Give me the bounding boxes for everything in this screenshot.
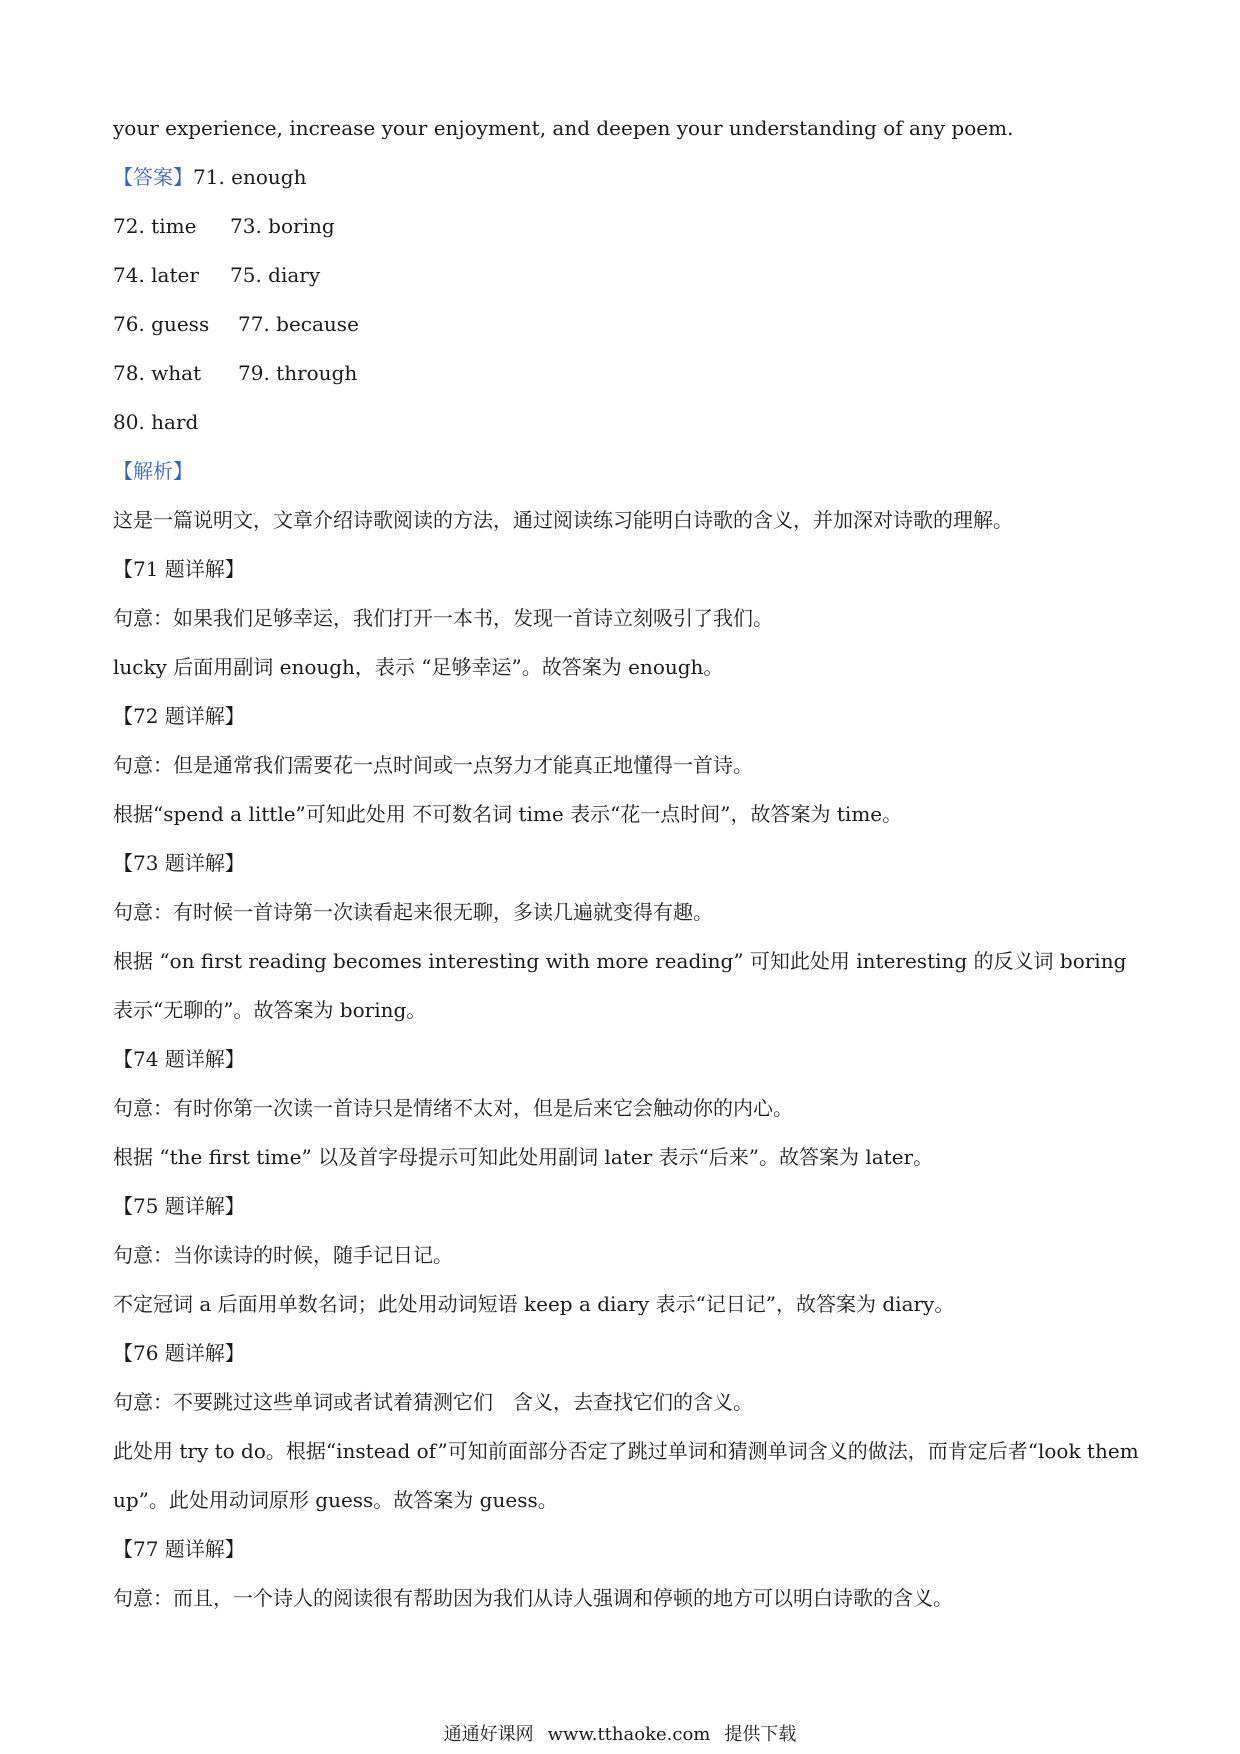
item-meaning-74: 句意：有时你第一次读一首诗只是情绪不太对，但是后来它会触动你的内心。 xyxy=(113,1096,793,1120)
item-meaning-71: 句意：如果我们足够幸运，我们打开一本书，发现一首诗立刻吸引了我们。 xyxy=(113,606,773,630)
document-content xyxy=(113,104,1143,1623)
item-heading-73: 【73 题详解】 xyxy=(113,851,245,875)
item-explain-73: 根据 “on first reading becomes interesting with more reading” 可知此处用 interesting 的反义词 boring 表示“无聊的”。故答案为 boring。 xyxy=(113,949,1127,1022)
item-explain-75: 不定冠词 a 后面用单数名词；此处用动词短语 keep a diary 表示“记日记”，故答案为 diary。 xyxy=(113,1292,955,1316)
item-meaning-73: 句意：有时候一首诗第一次读看起来很无聊，多读几遍就变得有趣。 xyxy=(113,900,713,924)
item-heading-76: 【76 题详解】 xyxy=(113,1341,245,1365)
intro-line: your experience, increase your enjoyment, and deepen your understanding of any poem. xyxy=(113,116,1014,140)
item-heading-71: 【71 题详解】 xyxy=(113,557,245,581)
item-meaning-76: 句意：不要跳过这些单词或者试着猜测它们 含义，去查找它们的含义。 xyxy=(113,1390,753,1414)
item-meaning-72: 句意：但是通常我们需要花一点时间或一点努力才能真正地懂得一首诗。 xyxy=(113,753,753,777)
answer-row-3 xyxy=(113,251,1143,300)
item-meaning-75: 句意：当你读诗的时候，随手记日记。 xyxy=(113,1243,453,1267)
page-footer xyxy=(0,1723,1240,1747)
item-explain-71: lucky 后面用副词 enough，表示 “足够幸运”。故答案为 enough。 xyxy=(113,655,724,679)
answer-73: 73. boring xyxy=(230,214,335,238)
answer-72: 72. time xyxy=(113,214,197,238)
summary-text: 这是一篇说明文，文章介绍诗歌阅读的方法，通过阅读练习能明白诗歌的含义，并加深对诗歌的理解。 xyxy=(113,508,1013,532)
answer-row-4 xyxy=(113,300,1143,349)
item-meaning-77: 句意：而且，一个诗人的阅读很有帮助因为我们从诗人强调和停顿的地方可以明白诗歌的含义。 xyxy=(113,1586,953,1610)
answer-78: 78. what xyxy=(113,361,202,385)
item-explain-74: 根据 “the first time” 以及首字母提示可知此处用副词 later 表示“后来”。故答案为 later。 xyxy=(113,1145,934,1169)
item-explain-76: 此处用 try to do。根据“instead of”可知前面部分否定了跳过单词和猜测单词含义的做法，而肯定后者“look them up”。此处用动词原形 guess。故答案为 guess。 xyxy=(113,1439,1139,1512)
item-explain-72: 根据“spend a little”可知此处用 不可数名词 time 表示“花一点时间”，故答案为 time。 xyxy=(113,802,903,826)
footer-site-name: 通通好课网 xyxy=(443,1724,534,1745)
answer-75: 75. diary xyxy=(230,263,321,287)
answer-76: 76. guess xyxy=(113,312,210,336)
item-heading-77: 【77 题详解】 xyxy=(113,1537,245,1561)
answer-row-2 xyxy=(113,202,1143,251)
item-heading-72: 【72 题详解】 xyxy=(113,704,245,728)
answer-row-5 xyxy=(113,349,1143,398)
answer-row-1 xyxy=(113,153,1143,202)
answer-row-6 xyxy=(113,398,1143,447)
item-heading-75: 【75 题详解】 xyxy=(113,1194,245,1218)
analysis-label: 【解析】 xyxy=(113,459,193,483)
answer-74: 74. later xyxy=(113,263,199,287)
answer-77: 77. because xyxy=(238,312,359,336)
item-heading-74: 【74 题详解】 xyxy=(113,1047,245,1071)
answer-71: 71. enough xyxy=(193,165,307,189)
answer-label: 【答案】 xyxy=(113,165,193,189)
footer-note: 提供下载 xyxy=(724,1724,797,1745)
footer-url[interactable]: www.tthaoke.com xyxy=(547,1724,711,1745)
answer-79: 79. through xyxy=(238,361,358,385)
answer-80: 80. hard xyxy=(113,410,199,434)
